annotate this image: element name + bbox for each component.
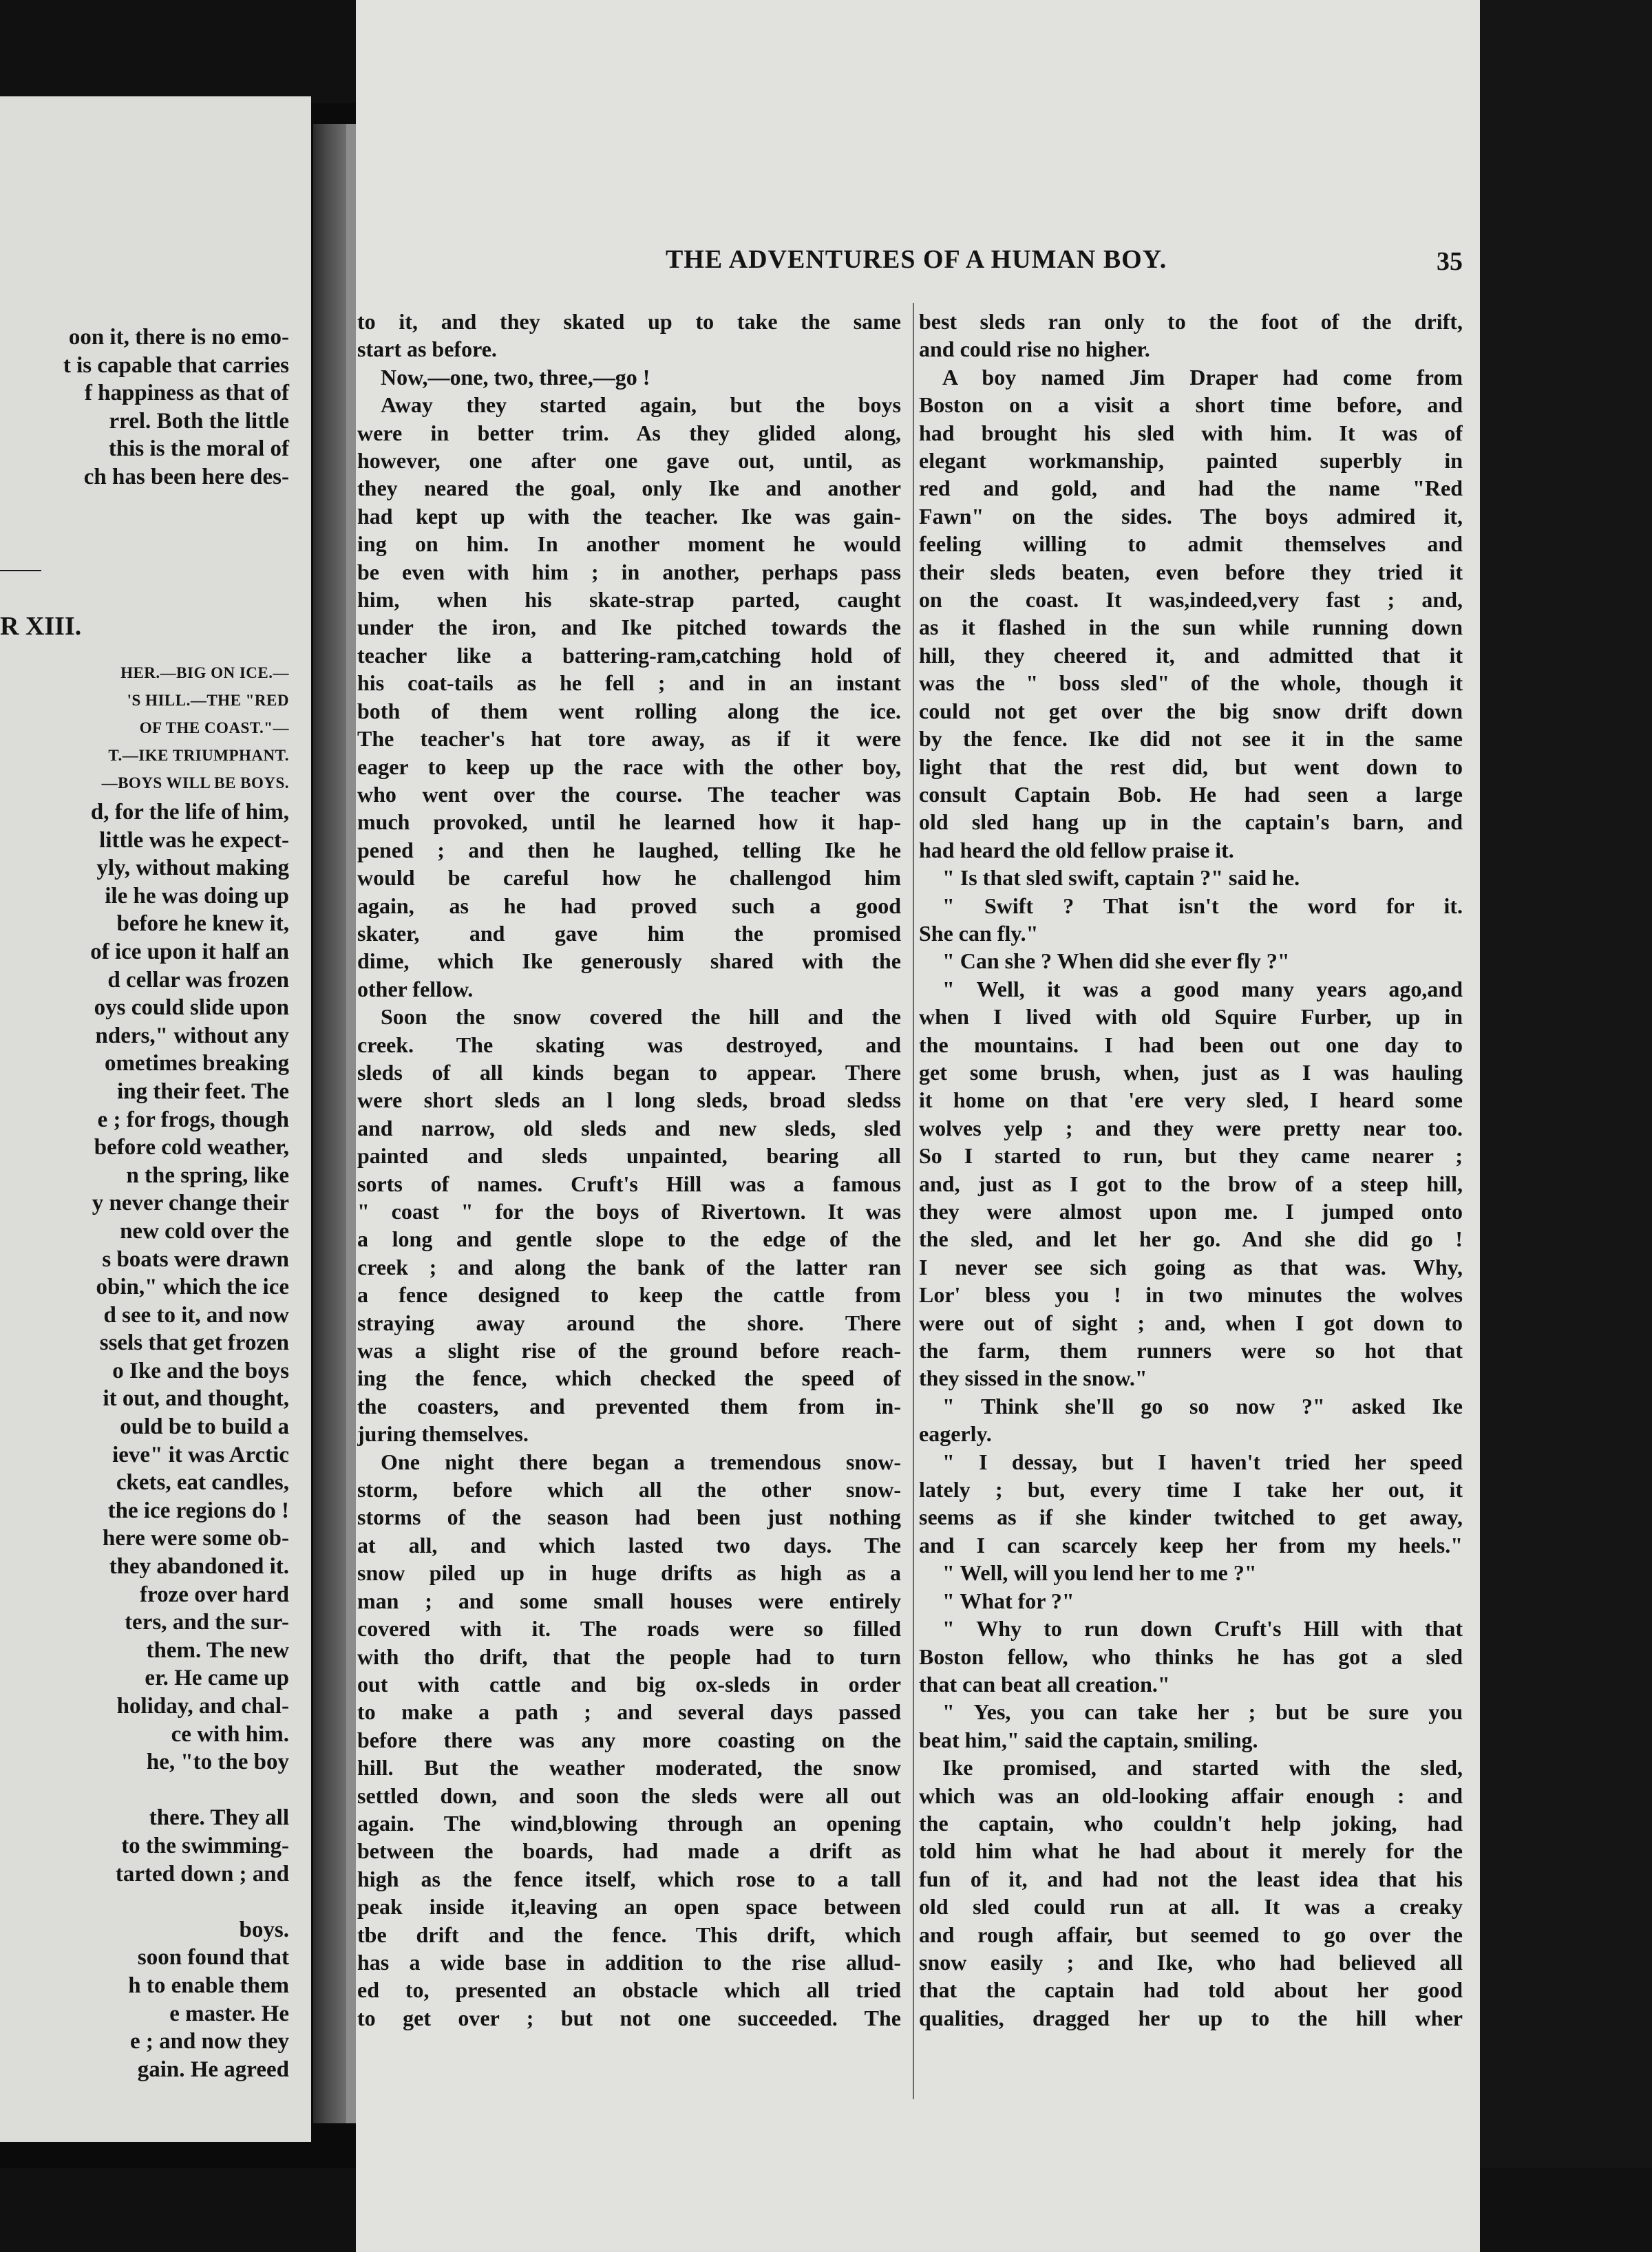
text-line: they neared the goal, only Ike and another (357, 476, 901, 501)
text-line: would be careful how he challengod him (357, 865, 901, 891)
text-line: by the fence. Ike did not see it in the same (919, 726, 1463, 752)
text-line: hill. But the weather moderated, the snow (357, 1755, 901, 1781)
text-line: She can fly." (919, 920, 1039, 946)
text-line: the coasters, and prevented them from in- (357, 1393, 901, 1419)
book-gutter (313, 124, 346, 2123)
text-line: had brought his sled with him. It was of (919, 420, 1463, 445)
text-line: again, as he had proved such a good (357, 893, 901, 918)
text-line: t is capable that carries (63, 352, 289, 378)
text-line: ould be to build a (120, 1414, 289, 1440)
text-line: to get over ; but not one succeeded. The (357, 2005, 901, 2030)
text-line: eagerly. (919, 1421, 992, 1447)
text-line: when I lived with old Squire Furber, up in (919, 1004, 1463, 1030)
text-line: they abandoned it. (109, 1554, 289, 1580)
text-line: skater, and gave him the promised (357, 920, 901, 946)
text-line: d see to it, and now (103, 1302, 289, 1328)
text-line: before there was any more coasting on the (357, 1727, 901, 1752)
text-line: man ; and some small houses were entirely (357, 1588, 901, 1613)
previous-page-body-text (0, 798, 311, 2083)
previous-page (0, 96, 311, 2142)
text-line: the captain, who couldn't help joking, had (919, 1810, 1463, 1836)
text-line: " Why to run down Cruft's Hill with that (942, 1616, 1463, 1642)
text-line: qualities, dragged her up to the hill wher (919, 2005, 1463, 2030)
text-line: red and gold, and had the name "Red (919, 476, 1463, 501)
text-line: soon found that (137, 1945, 289, 1970)
text-line: him, when his skate-strap parted, caught (357, 587, 901, 613)
current-page (356, 0, 1480, 2252)
text-line: consult Captain Bob. He had seen a large (919, 781, 1463, 807)
text-line: o Ike and the boys (112, 1358, 289, 1383)
text-line: oon it, there is no emo- (68, 325, 289, 350)
text-column-left (357, 308, 901, 2032)
text-line: " Well, it was a good many years ago,and (942, 976, 1463, 1001)
text-line: beat him," said the captain, smiling. (919, 1727, 1258, 1752)
text-line: best sleds ran only to the foot of the drift, (919, 309, 1463, 334)
text-line: hill, they cheered it, and admitted that it (919, 642, 1463, 668)
text-line: it out, and thought, (103, 1386, 289, 1412)
text-line: fun of it, and had not the least idea that his (919, 1866, 1463, 1891)
text-line: here were some ob- (103, 1526, 289, 1551)
text-line: One night there began a tremendous snow- (381, 1449, 901, 1474)
text-line: the farm, them runners were so hot that (919, 1338, 1463, 1363)
text-line: juring themselves. (357, 1421, 529, 1447)
text-line: new cold over the (120, 1218, 289, 1244)
text-line: " I dessay, but I haven't tried her speed (942, 1449, 1463, 1474)
text-line: they were almost upon me. I jumped onto (919, 1199, 1463, 1224)
text-line: Soon the snow covered the hill and the (381, 1004, 901, 1030)
text-line: of ice upon it half an (90, 939, 289, 964)
text-line: get some brush, when, just as I was hauling (919, 1059, 1463, 1085)
text-line: " What for ?" (942, 1588, 1074, 1613)
text-line: dime, which Ike generously shared with the (357, 948, 901, 974)
chapter-heading: R XIII. (0, 612, 82, 641)
text-line: I never see sich going as that was. Why, (919, 1254, 1463, 1279)
running-title: THE ADVENTURES OF A HUMAN BOY. (666, 245, 1167, 274)
previous-page-top-text (0, 323, 311, 491)
text-line: ed to, presented an obstacle which all tried (357, 1977, 901, 2003)
text-line: elegant workmanship, painted superbly in (919, 448, 1463, 474)
text-line: old sled could run at all. It was a creaky (919, 1894, 1463, 1920)
text-line: boys. (239, 1917, 289, 1942)
text-line: " Can she ? When did she ever fly ?" (942, 948, 1290, 974)
text-line: ing their feet. The (117, 1079, 289, 1104)
text-line: ing the fence, which checked the speed of (357, 1366, 901, 1391)
text-line: yly, without making (96, 856, 289, 881)
text-line: was the " boss sled" of the whole, though it (919, 670, 1463, 696)
text-line: settled down, and soon the sleds were all out (357, 1783, 901, 1808)
text-line: a long and gentle slope to the edge of the (357, 1226, 901, 1252)
text-line: were short sleds an l long sleds, broad sledss (357, 1087, 901, 1113)
text-line: " Yes, you can take her ; but be sure you (942, 1699, 1463, 1725)
column-divider (913, 303, 914, 2099)
text-line: d, for the life of him, (90, 800, 289, 825)
text-line: this is the moral of (108, 436, 289, 462)
text-line: gain. He agreed (137, 2057, 289, 2082)
text-line: to the swimming- (121, 1833, 289, 1858)
text-line: be even with him ; in another, perhaps pass (357, 559, 901, 584)
text-line: A boy named Jim Draper had come from (942, 364, 1463, 390)
text-line: storms of the season had been just nothing (357, 1505, 901, 1530)
text-line: Now,—one, two, three,—go ! (381, 364, 650, 390)
text-line: ters, and the sur- (125, 1610, 289, 1635)
text-line: old sled hang up in the captain's barn, and (919, 809, 1463, 835)
text-line: other fellow. (357, 976, 474, 1001)
text-line: light that the rest did, but went down to (919, 754, 1463, 779)
text-line: ometimes breaking (105, 1051, 289, 1076)
text-line: had kept up with the teacher. Ike was gain- (357, 503, 901, 529)
text-line: feeling willing to admit themselves and (919, 531, 1463, 557)
text-line: were out of sight ; and, when I got down to (919, 1310, 1463, 1335)
text-line: and I can scarcely keep her from my heels." (919, 1532, 1463, 1558)
text-line: " Well, will you lend her to me ?" (942, 1560, 1257, 1586)
chapter-summary (0, 659, 311, 797)
text-line: " Swift ? That isn't the word for it. (942, 893, 1463, 918)
text-line: has a wide base in addition to the rise allud- (357, 1949, 901, 1975)
text-line: peak inside it,leaving an open space between (357, 1894, 901, 1920)
text-line: and narrow, old sleds and new sleds, sled (357, 1115, 901, 1140)
text-line: h to enable them (128, 1973, 289, 1998)
text-line: Ike promised, and started with the sled, (942, 1755, 1463, 1781)
text-line: creek. The skating was destroyed, and (357, 1032, 901, 1057)
text-line: ieve" it was Arctic (112, 1442, 289, 1467)
text-line: ssels that get frozen (99, 1330, 289, 1356)
text-line: which was an old-looking affair enough : and (919, 1783, 1463, 1808)
text-line: HER.—BIG ON ICE.— (120, 664, 289, 681)
text-line: pened ; and then he laughed, telling Ike he (357, 837, 901, 862)
text-line: —BOYS WILL BE BOYS. (101, 774, 289, 792)
text-line: n the spring, like (126, 1162, 289, 1188)
text-line: at all, and which lasted two days. The (357, 1532, 901, 1558)
text-line: they sissed in the snow." (919, 1366, 1147, 1391)
text-line: creek ; and along the bank of the latter ran (357, 1254, 901, 1279)
text-line: and could rise no higher. (919, 337, 1150, 362)
text-line: y never change their (92, 1191, 289, 1216)
text-line: er. He came up (145, 1666, 289, 1691)
text-line: ile he was doing up (105, 883, 289, 909)
text-line: " coast " for the boys of Rivertown. It was (357, 1199, 901, 1224)
text-line: nders," without any (95, 1023, 289, 1048)
text-line: " Is that sled swift, captain ?" said he. (942, 865, 1300, 891)
text-line: that the captain had told about her good (919, 1977, 1463, 2003)
text-line: Away they started again, but the boys (381, 392, 901, 418)
text-line: between the boards, had made a drift as (357, 1838, 901, 1864)
text-line: So I started to run, but they came nearer ; (919, 1143, 1463, 1169)
text-line: 'S HILL.—THE "RED (127, 692, 289, 709)
text-line: f happiness as that of (84, 381, 289, 406)
text-line: OF THE COAST."— (139, 719, 289, 736)
text-line: their sleds beaten, even before they tried it (919, 559, 1463, 584)
text-line: Fawn" on the sides. The boys admired it, (919, 503, 1463, 529)
text-line: there. They all (149, 1805, 289, 1831)
text-line: the sled, and let her go. And she did go ! (919, 1226, 1463, 1252)
text-line: was a slight rise of the ground before reach- (357, 1338, 901, 1363)
text-line: straying away around the shore. There (357, 1310, 901, 1335)
text-line: ce with him. (171, 1721, 289, 1747)
text-line: to it, and they skated up to take the same (357, 309, 901, 334)
text-line: s boats were drawn (102, 1246, 289, 1272)
text-line: told him what he had about it merely for the (919, 1838, 1463, 1864)
text-line: wolves yelp ; and they were pretty near too. (919, 1115, 1463, 1140)
text-line: that can beat all creation." (919, 1671, 1170, 1697)
text-line: had heard the old fellow praise it. (919, 837, 1234, 862)
text-line: obin," which the ice (96, 1275, 289, 1300)
text-line: e master. He (169, 2001, 289, 2026)
text-line: T.—IKE TRIUMPHANT. (108, 747, 289, 764)
text-line: before cold weather, (94, 1135, 289, 1160)
text-line: them. The new (146, 1637, 289, 1663)
text-line: snow piled up in huge drifts as high as a (357, 1560, 901, 1586)
text-line: snow easily ; and Ike, who had believed all (919, 1949, 1463, 1975)
text-line: start as before. (357, 337, 497, 362)
text-line: The teacher's hat tore away, as if it were (357, 726, 901, 752)
text-line: his coat-tails as he fell ; and in an instant (357, 670, 901, 696)
text-line: tarted down ; and (115, 1861, 289, 1887)
text-line: and, just as I got to the brow of a steep hill, (919, 1171, 1463, 1196)
text-line: were in better trim. As they glided along, (357, 420, 901, 445)
text-line: seems as if she kinder twitched to get away, (919, 1505, 1463, 1530)
text-line: and rough affair, but seemed to go over the (919, 1922, 1463, 1947)
text-line: high as the fence itself, which rose to a tall (357, 1866, 901, 1891)
text-line: tbe drift and the fence. This drift, which (357, 1922, 901, 1947)
text-line: eager to keep up the race with the other boy, (357, 754, 901, 779)
text-line: to make a path ; and several days passed (357, 1699, 901, 1725)
text-line: sorts of names. Cruft's Hill was a famous (357, 1171, 901, 1196)
text-line: as it flashed in the sun while running down (919, 615, 1463, 640)
text-line: " Think she'll go so now ?" asked Ike (942, 1393, 1463, 1419)
chapter-rule (0, 570, 41, 571)
text-line (0, 1776, 289, 1805)
text-line: ch has been here des- (83, 464, 289, 489)
text-line: Boston on a visit a short time before, and (919, 392, 1463, 418)
text-line: teacher like a battering-ram,catching hold of (357, 642, 901, 668)
text-line: again. The wind,blowing through an opening (357, 1810, 901, 1836)
text-line: the mountains. I had been out one day to (919, 1032, 1463, 1057)
text-line: the ice regions do ! (107, 1498, 289, 1523)
text-line: much provoked, until he learned how it hap- (357, 809, 901, 835)
text-line: he, "to the boy (146, 1750, 289, 1775)
text-line: out with cattle and big ox-sleds in order (357, 1671, 901, 1697)
text-line: storm, before which all the other snow- (357, 1477, 901, 1502)
text-line: could not get over the big snow drift down (919, 698, 1463, 723)
text-line: Lor' bless you ! in two minutes the wolves (919, 1282, 1463, 1308)
text-line: painted and sleds unpainted, bearing all (357, 1143, 901, 1169)
scan-background-right (1480, 0, 1652, 2252)
text-line: e ; for frogs, though (97, 1107, 289, 1132)
text-line: little was he expect- (99, 827, 289, 853)
text-line: sleds of all kinds began to appear. There (357, 1059, 901, 1085)
text-line: holiday, and chal- (116, 1694, 289, 1719)
text-line (0, 1888, 289, 1916)
book-gutter-edge (346, 124, 356, 2123)
text-line: covered with it. The roads were so filled (357, 1616, 901, 1642)
text-line: both of them went rolling along the ice. (357, 698, 901, 723)
text-line: d cellar was frozen (107, 967, 289, 992)
text-line: a fence designed to keep the cattle from (357, 1282, 901, 1308)
text-line: who went over the course. The teacher was (357, 781, 901, 807)
text-line: on the coast. It was,indeed,very fast ; and, (919, 587, 1463, 613)
text-line: oys could slide upon (94, 995, 289, 1021)
page-number: 35 (1437, 247, 1463, 276)
text-line: rrel. Both the little (109, 408, 289, 434)
text-line: before he knew it, (116, 911, 289, 937)
text-line: froze over hard (140, 1582, 289, 1607)
text-line: ing on him. In another moment he would (357, 531, 901, 557)
text-line: ckets, eat candles, (116, 1470, 289, 1496)
text-line: under the iron, and Ike pitched towards the (357, 615, 901, 640)
text-line: it home on that 'ere very sled, I heard some (919, 1087, 1463, 1113)
text-line: e ; and now they (129, 2029, 289, 2054)
text-line: Boston fellow, who thinks he has got a sled (919, 1644, 1463, 1669)
text-line: however, one after one gave out, until, as (357, 448, 901, 474)
text-line: with tho drift, that the people had to turn (357, 1644, 901, 1669)
text-line: lately ; but, every time I take her out, it (919, 1477, 1463, 1502)
text-column-right (919, 308, 1463, 2032)
